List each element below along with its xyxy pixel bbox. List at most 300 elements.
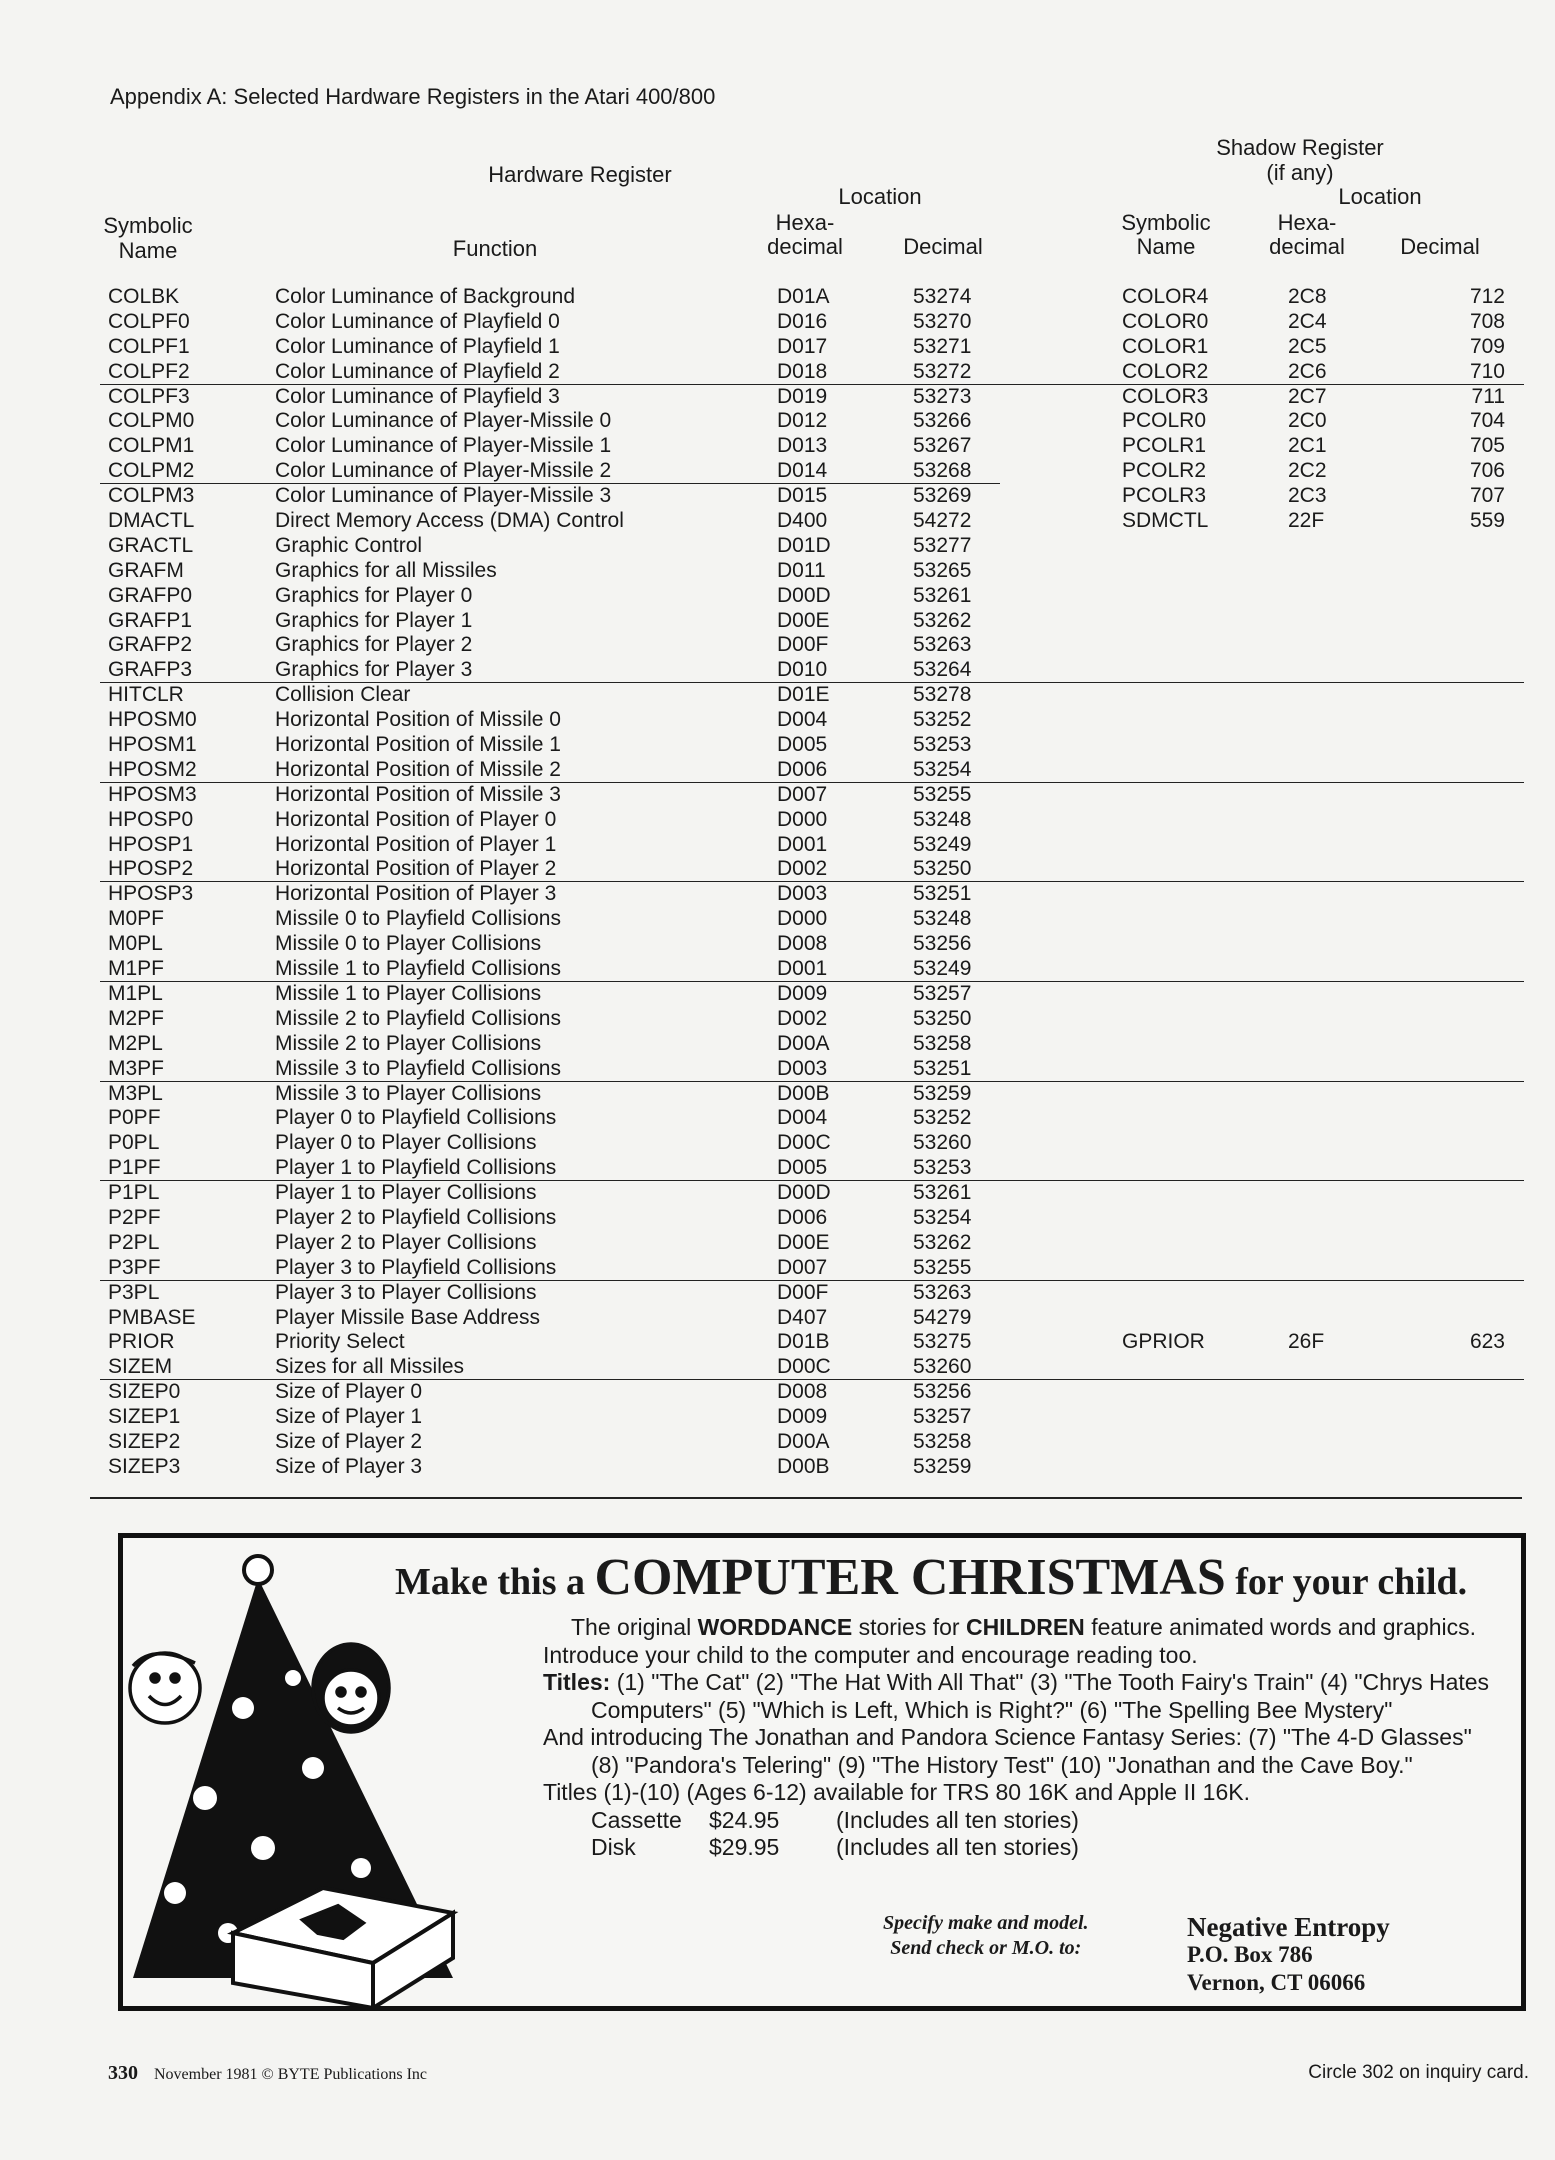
- cell-hex: D01B: [777, 1330, 830, 1354]
- table-row: [100, 1306, 1524, 1331]
- cell-hex: D00F: [777, 633, 829, 657]
- table-row: [100, 559, 1524, 584]
- cell-sdec: 711: [1471, 384, 1505, 408]
- header-hexadecimal: decimal: [767, 234, 843, 259]
- table-row: [100, 310, 1524, 335]
- cell-hex: D013: [777, 434, 828, 458]
- cell-hex: D018: [777, 359, 828, 383]
- cell-fn: Missile 1 to Playfield Collisions: [275, 957, 561, 981]
- ad-body: [543, 1614, 1503, 1861]
- cell-hex: D00A: [777, 1429, 830, 1453]
- cell-fn: Horizontal Position of Player 3: [275, 882, 557, 906]
- cell-hex: D004: [777, 708, 828, 732]
- cell-fn: Player Missile Base Address: [275, 1305, 540, 1329]
- table-row: [100, 434, 1524, 459]
- header-shadow-register: Shadow Register: [1216, 135, 1384, 160]
- cell-dec: 53257: [913, 1405, 972, 1429]
- cell-dec: 53255: [913, 782, 972, 806]
- boy-face: [130, 1653, 200, 1723]
- table-row: [100, 683, 1524, 708]
- cell-sym: HPOSM3: [108, 782, 197, 806]
- cell-sym: DMACTL: [108, 509, 195, 533]
- cell-dec: 53271: [913, 334, 972, 358]
- cell-sym: M0PF: [108, 907, 165, 931]
- cell-ssym: COLOR2: [1122, 359, 1209, 383]
- cell-fn: Collision Clear: [275, 683, 411, 707]
- cell-hex: D019: [777, 384, 828, 408]
- cell-dec: 53262: [913, 1230, 972, 1254]
- table-row: [100, 1430, 1524, 1455]
- cell-shex: 2C7: [1288, 384, 1327, 408]
- cell-hex: D01A: [777, 285, 830, 308]
- cell-fn: Color Luminance of Background: [275, 285, 576, 308]
- cell-ssym: COLOR1: [1122, 334, 1209, 358]
- table-row: [100, 758, 1524, 783]
- cell-sym: HPOSP0: [108, 807, 194, 831]
- cell-shex: 2C1: [1288, 434, 1327, 458]
- cell-hex: D01D: [777, 533, 831, 557]
- cell-shex: 2C3: [1288, 484, 1327, 508]
- cell-hex: D006: [777, 1205, 828, 1229]
- cell-dec: 53249: [913, 957, 972, 981]
- cell-shex: 22F: [1288, 509, 1325, 533]
- table-row: [100, 1057, 1524, 1082]
- cell-shex: 2C6: [1288, 359, 1327, 383]
- table-row: [100, 459, 1524, 484]
- cell-shex: 2C4: [1288, 309, 1327, 333]
- cell-sym: HPOSP1: [108, 832, 194, 856]
- cell-hex: D003: [777, 1056, 828, 1080]
- cell-fn: Horizontal Position of Missile 2: [275, 757, 561, 781]
- cell-sdec: 705: [1469, 434, 1505, 458]
- cell-hex: D004: [777, 1106, 828, 1130]
- table-row: [100, 733, 1524, 758]
- table-row: [100, 1455, 1524, 1480]
- cell-sym: GRACTL: [108, 533, 194, 557]
- cell-sym: COLPF3: [108, 384, 190, 408]
- cell-fn: Graphics for Player 1: [275, 608, 473, 632]
- cell-sym: M0PL: [108, 932, 163, 956]
- cell-fn: Horizontal Position of Player 2: [275, 857, 557, 881]
- cell-hex: D014: [777, 459, 828, 483]
- cell-sym: COLPM3: [108, 484, 195, 508]
- cell-sym: HPOSP2: [108, 857, 194, 881]
- table-row: [100, 1032, 1524, 1057]
- page-title: Appendix A: Selected Hardware Registers in the Atari 400/800: [110, 84, 716, 109]
- table-row: [100, 808, 1524, 833]
- table-row: [100, 783, 1524, 808]
- header-decimal: Decimal: [903, 234, 983, 259]
- cell-shex: 2C0: [1288, 409, 1327, 433]
- table-row: [100, 1281, 1524, 1306]
- table-row: [100, 708, 1524, 733]
- cell-dec: 53251: [913, 882, 972, 906]
- cell-dec: 53264: [913, 658, 972, 682]
- cell-dec: 53255: [913, 1255, 972, 1279]
- cell-fn: Horizontal Position of Missile 1: [275, 733, 561, 757]
- cell-hex: D008: [777, 1380, 828, 1404]
- cell-dec: 53256: [913, 932, 972, 956]
- cell-ssym: SDMCTL: [1122, 509, 1209, 533]
- cell-hex: D007: [777, 1255, 828, 1279]
- ad-company-address: Negative Entropy P.O. Box 786 Vernon, CT 06066: [1187, 1912, 1390, 1995]
- cell-dec: 53270: [913, 309, 972, 333]
- cell-sym: COLPM2: [108, 459, 195, 483]
- cell-hex: D011: [777, 558, 826, 582]
- cell-sdec: 712: [1469, 285, 1505, 308]
- cell-dec: 53250: [913, 1006, 972, 1030]
- cell-fn: Missile 2 to Player Collisions: [275, 1031, 542, 1055]
- cell-dec: 53258: [913, 1031, 972, 1055]
- cell-fn: Color Luminance of Player-Missile 1: [275, 434, 612, 458]
- inquiry-note: Circle 302 on inquiry card.: [1308, 2062, 1529, 2083]
- cell-dec: 54272: [913, 509, 972, 533]
- ad-headline: Make this a COMPUTER CHRISTMAS for your child.: [395, 1549, 1468, 1606]
- ad-availability: Titles (1)-(10) (Ages 6-12) available for TRS 80 16K and Apple II 16K.: [543, 1779, 1250, 1805]
- cell-fn: Color Luminance of Playfield 2: [275, 359, 560, 383]
- cell-sym: GRAFP0: [108, 583, 193, 607]
- cell-fn: Size of Player 0: [275, 1380, 423, 1404]
- table-row: [100, 633, 1524, 658]
- cell-sym: COLPM0: [108, 409, 195, 433]
- cell-dec: 53263: [913, 633, 972, 657]
- cell-hex: D009: [777, 1405, 828, 1429]
- cell-ssym: COLOR4: [1122, 285, 1209, 308]
- cell-fn: Missile 1 to Player Collisions: [275, 981, 542, 1005]
- cell-fn: Graphics for Player 0: [275, 583, 473, 607]
- cell-hex: D00F: [777, 1280, 829, 1304]
- cell-hex: D005: [777, 1156, 828, 1180]
- cell-fn: Horizontal Position of Missile 3: [275, 782, 561, 806]
- ad-intro: The original WORDDANCE stories for CHILDREN feature animated words and graphics. Introduce your child to the computer and encourage reading too.: [543, 1614, 1477, 1668]
- cell-sym: P3PL: [108, 1280, 160, 1304]
- cell-dec: 53274: [913, 285, 972, 308]
- cell-sym: P0PF: [108, 1106, 161, 1130]
- cell-hex: D00C: [777, 1131, 831, 1155]
- cell-fn: Color Luminance of Player-Missile 2: [275, 459, 612, 483]
- cell-dec: 53248: [913, 907, 972, 931]
- cell-dec: 53249: [913, 832, 972, 856]
- table-row: [100, 1355, 1524, 1380]
- cell-sym: PRIOR: [108, 1330, 175, 1354]
- cell-sdec: 708: [1469, 309, 1505, 333]
- cell-fn: Graphics for Player 2: [275, 633, 473, 657]
- christmas-tree-illustration: [123, 1538, 543, 2008]
- cell-dec: 53252: [913, 1106, 972, 1130]
- cell-hex: D000: [777, 907, 828, 931]
- cell-sym: M2PL: [108, 1031, 163, 1055]
- cell-hex: D00B: [777, 1081, 830, 1105]
- cell-ssym: GPRIOR: [1122, 1330, 1205, 1354]
- cell-dec: 53253: [913, 733, 972, 757]
- cell-dec: 53263: [913, 1280, 972, 1304]
- cell-hex: D016: [777, 309, 828, 333]
- cell-hex: D001: [777, 832, 828, 856]
- table-row: [100, 833, 1524, 858]
- table-row: [100, 882, 1524, 907]
- header-hexa: Hexa-: [775, 210, 835, 235]
- cell-hex: D00A: [777, 1031, 830, 1055]
- cell-sym: SIZEM: [108, 1355, 173, 1379]
- table-row: [100, 1181, 1524, 1206]
- table-row: [100, 982, 1524, 1007]
- cell-hex: D010: [777, 658, 828, 682]
- ad-titles: Titles: (1) "The Cat" (2) "The Hat With All That" (3) "The Tooth Fairy's Train" (4) "Chrys Hates Computers" (5) "Which is Left, Which is Right?" (6) "The Spelling Bee Mystery": [543, 1669, 1490, 1723]
- cell-fn: Direct Memory Access (DMA) Control: [275, 509, 624, 533]
- cell-fn: Player 0 to Player Collisions: [275, 1131, 537, 1155]
- cell-dec: 53262: [913, 608, 972, 632]
- cell-fn: Player 3 to Player Collisions: [275, 1280, 537, 1304]
- footer-left: [108, 2062, 427, 2085]
- table-row: [100, 1082, 1524, 1107]
- table-row: [100, 1380, 1524, 1405]
- table-row: [100, 1256, 1524, 1281]
- cell-hex: D003: [777, 882, 828, 906]
- header-shadow-symbolic: Symbolic: [1121, 210, 1211, 235]
- cell-hex: D00E: [777, 608, 830, 632]
- cell-sdec: 710: [1469, 359, 1505, 383]
- cell-hex: D008: [777, 932, 828, 956]
- cell-dec: 53266: [913, 409, 972, 433]
- cell-fn: Priority Select: [275, 1330, 405, 1354]
- cell-fn: Size of Player 1: [275, 1405, 423, 1429]
- cell-hex: D00D: [777, 1181, 831, 1205]
- cell-fn: Horizontal Position of Player 1: [275, 832, 557, 856]
- cell-dec: 53251: [913, 1056, 972, 1080]
- cell-hex: D00B: [777, 1454, 830, 1478]
- cell-hex: D001: [777, 957, 828, 981]
- cell-dec: 53278: [913, 683, 972, 707]
- cell-dec: 53259: [913, 1454, 972, 1478]
- table-row: [100, 957, 1524, 982]
- table-row: [100, 1156, 1524, 1181]
- cell-sym: M2PF: [108, 1006, 165, 1030]
- cell-sdec: 559: [1469, 509, 1505, 533]
- cell-dec: 53258: [913, 1429, 972, 1453]
- cell-sym: M3PL: [108, 1081, 163, 1105]
- cell-sym: COLPF0: [108, 309, 190, 333]
- cell-hex: D017: [777, 334, 828, 358]
- cell-sym: HPOSM0: [108, 708, 197, 732]
- cell-hex: D007: [777, 782, 828, 806]
- advertisement: [118, 1533, 1526, 2011]
- cell-dec: 53253: [913, 1156, 972, 1180]
- cell-shex: 2C2: [1288, 459, 1327, 483]
- cell-sym: SIZEP3: [108, 1454, 181, 1478]
- table-row: [100, 409, 1524, 434]
- cell-hex: D012: [777, 409, 828, 433]
- cell-hex: D002: [777, 1006, 828, 1030]
- cell-dec: 53261: [913, 583, 972, 607]
- cell-fn: Player 1 to Playfield Collisions: [275, 1156, 557, 1180]
- header-function: Function: [452, 236, 538, 261]
- header-shadow-location: Location: [1338, 184, 1422, 209]
- cell-dec: 53277: [913, 533, 972, 557]
- cell-fn: Player 2 to Player Collisions: [275, 1230, 537, 1254]
- table-row: [100, 584, 1524, 609]
- cell-fn: Color Luminance of Playfield 1: [275, 334, 560, 358]
- cell-fn: Size of Player 2: [275, 1429, 423, 1453]
- cell-fn: Player 2 to Playfield Collisions: [275, 1205, 557, 1229]
- table-row: [100, 907, 1524, 932]
- header-hardware-register: Hardware Register: [488, 162, 672, 187]
- cell-sym: COLPF2: [108, 359, 190, 383]
- table-row: [100, 360, 1524, 385]
- table-row: [100, 285, 1524, 310]
- cell-sym: PMBASE: [108, 1305, 196, 1329]
- cell-fn: Player 0 to Playfield Collisions: [275, 1106, 557, 1130]
- cell-sym: HPOSM2: [108, 757, 197, 781]
- cell-fn: Graphic Control: [275, 533, 423, 557]
- cell-dec: 53260: [913, 1131, 972, 1155]
- cell-dec: 53259: [913, 1081, 972, 1105]
- cell-sym: M1PF: [108, 957, 165, 981]
- cell-ssym: PCOLR2: [1122, 459, 1207, 483]
- table-row: [100, 1330, 1524, 1355]
- cell-dec: 53273: [913, 384, 972, 408]
- cell-shex: 26F: [1288, 1330, 1325, 1354]
- table-row: [100, 1405, 1524, 1430]
- table-row: [100, 509, 1524, 534]
- header-shadow-hexadecimal: decimal: [1269, 234, 1345, 259]
- cell-sym: P2PL: [108, 1230, 160, 1254]
- cell-sdec: 623: [1469, 1330, 1505, 1354]
- header-shadow-name: Name: [1136, 234, 1196, 259]
- cell-sym: HPOSP3: [108, 882, 194, 906]
- cell-sym: P3PF: [108, 1255, 161, 1279]
- table-row: [100, 484, 1524, 509]
- cell-sym: HITCLR: [108, 683, 184, 707]
- cell-sdec: 706: [1469, 459, 1505, 483]
- cell-fn: Color Luminance of Player-Missile 3: [275, 484, 612, 508]
- cell-sym: COLPM1: [108, 434, 195, 458]
- cell-dec: 53252: [913, 708, 972, 732]
- cell-hex: D00C: [777, 1355, 831, 1379]
- table-row: [100, 609, 1524, 634]
- cell-fn: Color Luminance of Player-Missile 0: [275, 409, 612, 433]
- cell-sym: GRAFM: [108, 558, 184, 582]
- cell-sym: M3PF: [108, 1056, 165, 1080]
- cell-dec: 54279: [913, 1305, 972, 1329]
- cell-sym: COLBK: [108, 285, 180, 308]
- cell-sym: GRAFP1: [108, 608, 193, 632]
- cell-sym: P1PL: [108, 1181, 160, 1205]
- table-row: [100, 1231, 1524, 1256]
- cell-sdec: 704: [1469, 409, 1505, 433]
- price-disk: Disk $29.95 (Includes all ten stories): [591, 1833, 1079, 1860]
- table-row: [100, 1131, 1524, 1156]
- cell-hex: D000: [777, 807, 828, 831]
- table-row: [100, 534, 1524, 559]
- cell-fn: Sizes for all Missiles: [275, 1355, 465, 1379]
- cell-dec: 53254: [913, 757, 972, 781]
- cell-dec: 53254: [913, 1205, 972, 1229]
- cell-dec: 53250: [913, 857, 972, 881]
- cell-dec: 53260: [913, 1355, 972, 1379]
- cell-sym: COLPF1: [108, 334, 190, 358]
- cell-fn: Size of Player 3: [275, 1454, 423, 1478]
- cell-ssym: COLOR3: [1122, 384, 1209, 408]
- header-symbolic: Symbolic: [103, 213, 193, 238]
- cell-hex: D005: [777, 733, 828, 757]
- cell-dec: 53269: [913, 484, 972, 508]
- cell-sym: M1PL: [108, 981, 163, 1005]
- girl-face: [313, 1644, 389, 1732]
- cell-hex: D400: [777, 509, 828, 533]
- cell-dec: 53267: [913, 434, 972, 458]
- cell-hex: D009: [777, 981, 828, 1005]
- cell-dec: 53265: [913, 558, 972, 582]
- cell-fn: Horizontal Position of Player 0: [275, 807, 557, 831]
- cell-sdec: 709: [1469, 334, 1505, 358]
- cell-sym: SIZEP1: [108, 1405, 181, 1429]
- register-table: [100, 285, 1524, 1480]
- cell-dec: 53248: [913, 807, 972, 831]
- cell-shex: 2C5: [1288, 334, 1327, 358]
- cell-sdec: 707: [1469, 484, 1505, 508]
- cell-fn: Player 1 to Player Collisions: [275, 1181, 537, 1205]
- header-shadow-decimal: Decimal: [1400, 234, 1480, 259]
- cell-sym: GRAFP3: [108, 658, 193, 682]
- page-number: 330: [108, 2062, 138, 2084]
- table-row: [100, 857, 1524, 882]
- table-row: [100, 1007, 1524, 1032]
- cell-sym: GRAFP2: [108, 633, 193, 657]
- ad-series: And introducing The Jonathan and Pandora Science Fantasy Series: (7) "The 4-D Glasses" (8) "Pandora's Telering" (9) "The History Test" (10) "Jonathan and the Cave Boy.": [543, 1724, 1472, 1778]
- table-row: [100, 932, 1524, 957]
- cell-hex: D407: [777, 1305, 828, 1329]
- cell-fn: Graphics for all Missiles: [275, 558, 497, 582]
- header-shadow-hexa: Hexa-: [1277, 210, 1337, 235]
- cell-dec: 53272: [913, 359, 972, 383]
- cell-hex: D002: [777, 857, 828, 881]
- cell-fn: Color Luminance of Playfield 3: [275, 384, 560, 408]
- header-hw-location: Location: [838, 184, 922, 209]
- cell-hex: D00D: [777, 583, 831, 607]
- cell-dec: 53268: [913, 459, 972, 483]
- cell-ssym: COLOR0: [1122, 309, 1209, 333]
- cell-fn: Graphics for Player 3: [275, 658, 473, 682]
- cell-sym: P1PF: [108, 1156, 161, 1180]
- cell-ssym: PCOLR1: [1122, 434, 1207, 458]
- cell-sym: P0PL: [108, 1131, 160, 1155]
- cell-hex: D01E: [777, 683, 830, 707]
- price-cassette: Cassette $24.95 (Includes all ten stories): [591, 1806, 1079, 1833]
- cell-ssym: PCOLR0: [1122, 409, 1207, 433]
- table-row: [100, 385, 1524, 410]
- table-row: [100, 335, 1524, 360]
- cell-dec: 53275: [913, 1330, 972, 1354]
- cell-hex: D006: [777, 757, 828, 781]
- cell-fn: Missile 0 to Player Collisions: [275, 932, 542, 956]
- table-row: [100, 1106, 1524, 1131]
- cell-sym: SIZEP2: [108, 1429, 181, 1453]
- table-row: [100, 658, 1524, 683]
- cell-fn: Color Luminance of Playfield 0: [275, 309, 560, 333]
- cell-dec: 53261: [913, 1181, 972, 1205]
- table-row: [100, 1206, 1524, 1231]
- cell-hex: D00E: [777, 1230, 830, 1254]
- ad-order-note: Specify make and model. Send check or M.O. to:: [883, 1912, 1089, 1959]
- cell-hex: D015: [777, 484, 828, 508]
- cell-fn: Missile 3 to Player Collisions: [275, 1081, 542, 1105]
- table-bottom-rule: [90, 1497, 1522, 1499]
- cell-fn: Missile 0 to Playfield Collisions: [275, 907, 561, 931]
- cell-fn: Horizontal Position of Missile 0: [275, 708, 561, 732]
- cell-dec: 53257: [913, 981, 972, 1005]
- cell-fn: Missile 2 to Playfield Collisions: [275, 1006, 561, 1030]
- cell-ssym: PCOLR3: [1122, 484, 1207, 508]
